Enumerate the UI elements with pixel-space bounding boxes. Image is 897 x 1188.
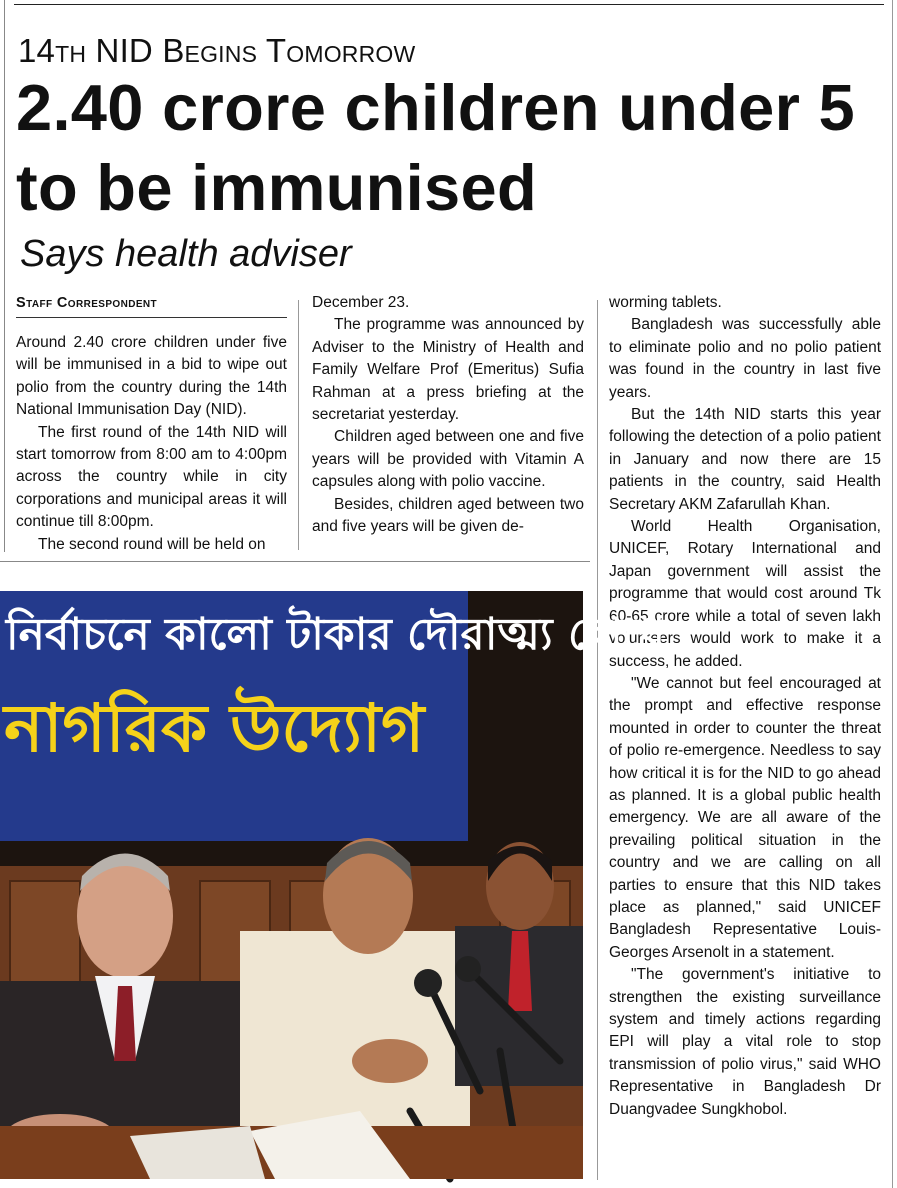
- press-briefing-photo: [0, 591, 666, 1179]
- headline: 2.40 crore children under 5 to be immunised: [16, 71, 855, 224]
- paragraph: The first round of the 14th NID will start tomorrow from 8:00 am to 4:00pm across the country while in city corporations and municipal areas it will continue till 8:00pm.: [16, 423, 287, 531]
- banner-line-1: নির্বাচনে কালো টাকার দৌরাত্ম্য রোধে: [6, 609, 666, 660]
- kicker: 14th NID Begins Tomorrow: [18, 32, 416, 69]
- paragraph: But the 14th NID starts this year following the detection of a polio patient in January and now there are 15 patients in the country, said Health Secretary AKM Zafarullah Khan.: [609, 406, 881, 513]
- byline: Staff Correspondent: [16, 295, 158, 311]
- right-rule: [892, 0, 893, 1188]
- paragraph: World Health Organisation, UNICEF, Rotary International and Japan government will assist the programme that would cost around Tk 60-65 crore while a total of seven lakh volunteers would work to make it a success, he added.: [609, 518, 881, 670]
- photo-illustration: [0, 591, 666, 1179]
- paragraph: December 23.: [312, 294, 410, 311]
- column-rule-2: [597, 300, 598, 1180]
- paragraph: Bangladesh was successfully able to eliminate polio and no polio patient was found in the country in last five years.: [609, 316, 881, 401]
- paragraph: The second round will be held on: [38, 535, 266, 553]
- paragraph: "We cannot but feel encouraged at the prompt and effective response mounted in order to counter the threat of polio re-emergence. Needless to say how critical it is for the NID to go ahead as planned. It is a global public health emergency. We are all aware of the prevailing political situation in the country and we are calling on all parties to ensure that this NID takes place as planned," said UNICEF Bangladesh Representative Louis-Georges Arsenolt in a statement.: [609, 674, 881, 961]
- column-2: [312, 292, 584, 538]
- paragraph: worming tablets.: [609, 294, 722, 311]
- subheadline: Says health adviser: [20, 233, 352, 275]
- paragraph: The programme was announced by Adviser to the Ministry of Health and Family Welfare Prof (Emeritus) Sufia Rahman at a press briefing at the secretariat yesterday.: [312, 316, 584, 424]
- paragraph: "The government's initiative to strengthen the existing surveillance system and timely actions regarding EPI will play a vital role to stop transmission of polio virus," said WHO Representative in Bangladesh Dr Duangvadee Sungkhobol.: [609, 966, 881, 1118]
- photo-top-rule: [0, 561, 590, 562]
- column-rule-1: [298, 300, 299, 550]
- column-1: [16, 332, 287, 556]
- paragraph: Children aged between one and five years will be provided with Vitamin A capsules along with polio vaccine.: [312, 428, 584, 491]
- left-rule: [4, 0, 5, 552]
- paragraph: Besides, children aged between two and five years will be given de-: [312, 495, 584, 536]
- top-rule: [14, 4, 884, 5]
- column-3: [609, 292, 881, 1121]
- byline-rule: [16, 317, 287, 318]
- paragraph: Around 2.40 crore children under five will be immunised in a bid to wipe out polio from the country during the 14th National Immunisation Day (NID).: [16, 334, 287, 419]
- banner-line-2: নাগরিক উদ্যোগ: [4, 690, 425, 767]
